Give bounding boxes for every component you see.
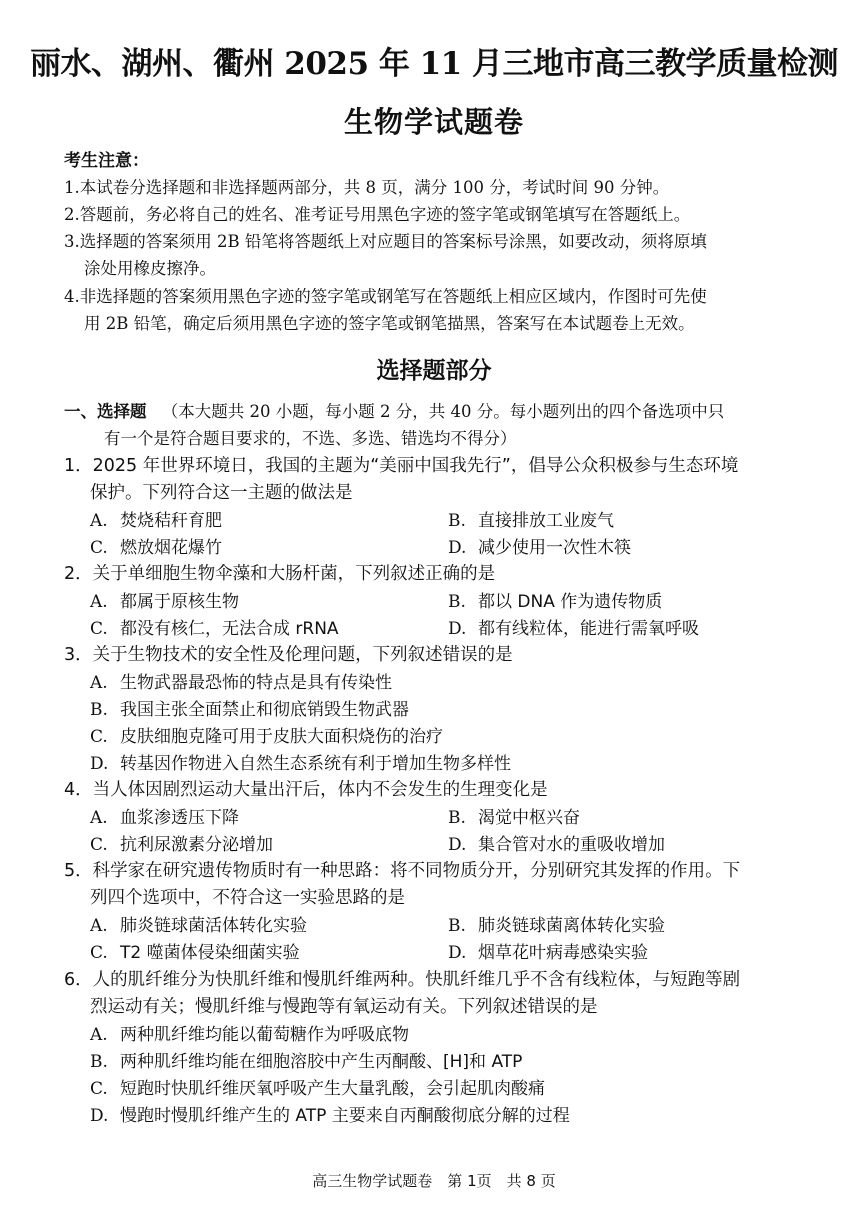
question-4-option-b bbox=[448, 803, 580, 828]
option-text: 转基因作物进入自然生态系统有利于增加生物多样性 bbox=[120, 754, 511, 774]
question-2-option-a bbox=[90, 587, 239, 612]
option-text: 短跑时快肌纤维厌氧呼吸产生大量乳酸，会引起肌肉酸痛 bbox=[120, 1079, 545, 1099]
option-letter: C. bbox=[90, 619, 108, 639]
option-letter: D. bbox=[448, 619, 467, 639]
question-1-stem-line-2: 保护。下列符合这一主题的做法是 bbox=[90, 483, 353, 503]
part-desc-1: （本大题共 20 小题，每小题 2 分，共 40 分。每小题列出的四个备选项中只 bbox=[161, 402, 725, 421]
option-letter: A. bbox=[90, 511, 108, 531]
notice-line-4: 4.非选择题的答案须用黑色字迹的签字笔或钢笔写在答题纸上相应区域内，作图时可先使 bbox=[64, 287, 707, 306]
option-text: 两种肌纤维均能以葡萄糖作为呼吸底物 bbox=[120, 1025, 409, 1045]
option-letter: B. bbox=[448, 916, 466, 936]
paper-title: 生物学试题卷 bbox=[343, 105, 524, 139]
option-text: 渴觉中枢兴奋 bbox=[478, 808, 580, 828]
question-1-option-c bbox=[90, 533, 222, 558]
question-5-option-d bbox=[448, 938, 648, 963]
question-2-option-c bbox=[90, 614, 339, 639]
question-4-option-d bbox=[448, 830, 665, 855]
option-letter: A. bbox=[90, 592, 108, 612]
option-text: 烟草花叶病毒感染实验 bbox=[478, 943, 648, 963]
option-letter: B. bbox=[90, 1052, 108, 1072]
option-text: 抗利尿激素分泌增加 bbox=[120, 835, 273, 855]
question-6-option-c bbox=[90, 1074, 545, 1099]
question-2-option-d bbox=[448, 614, 699, 639]
question-3-stem: 3．关于生物技术的安全性及伦理问题，下列叙述错误的是 bbox=[64, 645, 513, 665]
question-5-option-a bbox=[90, 911, 307, 936]
question-6-stem-line-1: 6．人的肌纤维分为快肌纤维和慢肌纤维两种。快肌纤维几乎不含有线粒体，与短跑等剧 bbox=[64, 970, 741, 990]
page-footer: 高三生物学试题卷 第 1页 共 8 页 bbox=[312, 1172, 556, 1190]
option-letter: A. bbox=[90, 1025, 108, 1045]
question-4-option-a bbox=[90, 803, 239, 828]
option-text: 集合管对水的重吸收增加 bbox=[478, 835, 665, 855]
option-letter: B. bbox=[448, 808, 466, 828]
question-2-stem: 2．关于单细胞生物伞藻和大肠杆菌，下列叙述正确的是 bbox=[64, 564, 496, 584]
option-text: 血浆渗透压下降 bbox=[120, 808, 239, 828]
exam-title: 丽水、湖州、衢州 2025 年 11 月三地市高三教学质量检测 bbox=[29, 46, 839, 82]
option-letter: A. bbox=[90, 916, 108, 936]
part-label: 一、选择题 bbox=[64, 402, 147, 421]
option-letter: A. bbox=[90, 673, 108, 693]
part-instruction bbox=[64, 398, 724, 422]
question-5-option-b bbox=[448, 911, 665, 936]
option-text: T2 噬菌体侵染细菌实验 bbox=[120, 943, 300, 963]
option-text: 慢跑时慢肌纤维产生的 ATP 主要来自丙酮酸彻底分解的过程 bbox=[120, 1106, 570, 1126]
question-1-option-a bbox=[90, 506, 222, 531]
notice-line-3: 3.选择题的答案须用 2B 铅笔将答题纸上对应题目的答案标号涂黑，如要改动，须将原填 bbox=[64, 232, 707, 251]
option-text: 都属于原核生物 bbox=[120, 592, 239, 612]
option-text: 两种肌纤维均能在细胞溶胶中产生丙酮酸、[H]和 ATP bbox=[120, 1052, 523, 1072]
option-letter: C. bbox=[90, 835, 108, 855]
notice-line-4-cont: 用 2B 铅笔，确定后须用黑色字迹的签字笔或钢笔描黑，答案写在本试题卷上无效。 bbox=[84, 314, 695, 333]
option-letter: B. bbox=[90, 700, 108, 720]
option-text: 都有线粒体，能进行需氧呼吸 bbox=[478, 619, 699, 639]
question-6-option-d bbox=[90, 1101, 570, 1126]
option-letter: C. bbox=[90, 538, 108, 558]
option-text: 焚烧秸秆育肥 bbox=[120, 511, 222, 531]
option-text: 肺炎链球菌活体转化实验 bbox=[120, 916, 307, 936]
option-text: 生物武器最恐怖的特点是具有传染性 bbox=[120, 673, 392, 693]
question-3-option-d bbox=[90, 749, 511, 774]
option-letter: B. bbox=[448, 511, 466, 531]
option-letter: D. bbox=[90, 754, 109, 774]
question-1-option-b bbox=[448, 506, 614, 531]
option-letter: D. bbox=[90, 1106, 109, 1126]
question-1-stem-line-1: 1．2025 年世界环境日，我国的主题为“美丽中国我先行”，倡导公众积极参与生态环境 bbox=[64, 456, 739, 476]
option-letter: C. bbox=[90, 943, 108, 963]
part-desc-2: 有一个是符合题目要求的，不选、多选、错选均不得分） bbox=[104, 429, 517, 448]
option-letter: C. bbox=[90, 727, 108, 747]
option-letter: A. bbox=[90, 808, 108, 828]
question-6-stem-line-2: 烈运动有关；慢肌纤维与慢跑等有氧运动有关。下列叙述错误的是 bbox=[90, 997, 598, 1017]
question-5-option-c bbox=[90, 938, 300, 963]
section-title: 选择题部分 bbox=[376, 358, 492, 384]
question-4-stem: 4．当人体因剧烈运动大量出汗后，体内不会发生的生理变化是 bbox=[64, 780, 548, 800]
notice-heading: 考生注意： bbox=[64, 151, 149, 171]
question-3-option-c bbox=[90, 722, 443, 747]
option-text: 都以 DNA 作为遗传物质 bbox=[478, 592, 663, 612]
notice-line-3-cont: 涂处用橡皮擦净。 bbox=[84, 259, 216, 278]
option-text: 皮肤细胞克隆可用于皮肤大面积烧伤的治疗 bbox=[120, 727, 443, 747]
option-letter: D. bbox=[448, 943, 467, 963]
option-letter: D. bbox=[448, 835, 467, 855]
question-3-option-b bbox=[90, 695, 409, 720]
option-letter: D. bbox=[448, 538, 467, 558]
question-4-option-c bbox=[90, 830, 273, 855]
question-5-stem-line-2: 列四个选项中，不符合这一实验思路的是 bbox=[90, 888, 405, 908]
question-6-option-b bbox=[90, 1047, 522, 1072]
question-6-option-a bbox=[90, 1020, 409, 1045]
question-3-option-a bbox=[90, 668, 392, 693]
notice-line-2: 2.答题前，务必将自己的姓名、准考证号用黑色字迹的签字笔或钢笔填写在答题纸上。 bbox=[64, 205, 691, 224]
option-text: 我国主张全面禁止和彻底销毁生物武器 bbox=[120, 700, 409, 720]
question-2-option-b bbox=[448, 587, 662, 612]
option-text: 直接排放工业废气 bbox=[478, 511, 614, 531]
option-text: 都没有核仁，无法合成 rRNA bbox=[120, 619, 339, 639]
option-letter: B. bbox=[448, 592, 466, 612]
question-5-stem-line-1: 5．科学家在研究遗传物质时有一种思路：将不同物质分开，分别研究其发挥的作用。下 bbox=[64, 861, 741, 881]
option-text: 燃放烟花爆竹 bbox=[120, 538, 222, 558]
option-text: 减少使用一次性木筷 bbox=[478, 538, 631, 558]
option-letter: C. bbox=[90, 1079, 108, 1099]
option-text: 肺炎链球菌离体转化实验 bbox=[478, 916, 665, 936]
question-1-option-d bbox=[448, 533, 631, 558]
notice-line-1: 1.本试卷分选择题和非选择题两部分，共 8 页，满分 100 分，考试时间 90 分钟。 bbox=[64, 178, 670, 197]
